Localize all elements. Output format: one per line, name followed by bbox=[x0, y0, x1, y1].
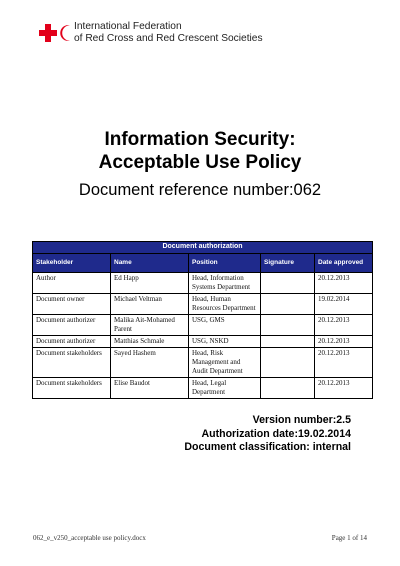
table-cell: USG, NSKD bbox=[189, 336, 261, 348]
table-row bbox=[33, 336, 373, 348]
table-row bbox=[33, 273, 373, 294]
table-cell bbox=[261, 336, 315, 348]
table-cell: Head, Information Systems Department bbox=[189, 273, 261, 294]
table-cell: Document stakeholders bbox=[33, 378, 111, 399]
table-body bbox=[33, 273, 373, 399]
table-caption: Document authorization bbox=[33, 242, 373, 254]
document-classification: Document classification: internal bbox=[184, 441, 351, 453]
title-line-1: Information Security: bbox=[104, 129, 296, 150]
table-cell: 19.02.2014 bbox=[315, 294, 373, 315]
table-cell: Head, Legal Department bbox=[189, 378, 261, 399]
footer-filename: 062_e_v250_acceptable use policy.docx bbox=[33, 534, 146, 542]
table-cell: USG, GMS bbox=[189, 315, 261, 336]
table-cell: Document stakeholders bbox=[33, 348, 111, 378]
table-cell: Sayed Hashem bbox=[111, 348, 189, 378]
table-cell bbox=[261, 378, 315, 399]
authorization-table bbox=[32, 241, 373, 399]
org-line-1: International Federation bbox=[74, 21, 182, 32]
title-line-2: Acceptable Use Policy bbox=[98, 152, 302, 173]
table-cell: Head, Human Resources Department bbox=[189, 294, 261, 315]
table-cell: Elise Baudot bbox=[111, 378, 189, 399]
red-cross-crescent-icon bbox=[39, 23, 73, 43]
column-header: Date approved bbox=[315, 254, 373, 273]
table-cell: Malika Ait-Mohamed Parent bbox=[111, 315, 189, 336]
table-row bbox=[33, 348, 373, 378]
table-cell: Author bbox=[33, 273, 111, 294]
table-cell bbox=[261, 294, 315, 315]
org-line-2: of Red Cross and Red Crescent Societies bbox=[74, 32, 263, 44]
table-cell: Head, Risk Management and Audit Department bbox=[189, 348, 261, 378]
organization-name bbox=[74, 21, 263, 44]
table-cell: 20.12.2013 bbox=[315, 378, 373, 399]
footer-page-number: Page 1 of 14 bbox=[331, 534, 367, 542]
table-cell: Matthias Schmale bbox=[111, 336, 189, 348]
table-cell: Document authorizer bbox=[33, 336, 111, 348]
table-cell bbox=[261, 273, 315, 294]
column-header: Position bbox=[189, 254, 261, 273]
table-row bbox=[33, 378, 373, 399]
document-title bbox=[0, 128, 400, 174]
table-cell bbox=[261, 315, 315, 336]
table-cell bbox=[261, 348, 315, 378]
authorization-date: Authorization date:19.02.2014 bbox=[201, 427, 351, 440]
table-cell: Document authorizer bbox=[33, 315, 111, 336]
table-cell: Michael Veltman bbox=[111, 294, 189, 315]
table-header-row bbox=[33, 254, 373, 273]
document-metadata bbox=[184, 414, 351, 455]
table-row bbox=[33, 315, 373, 336]
table-cell: 20.12.2013 bbox=[315, 336, 373, 348]
column-header: Signature bbox=[261, 254, 315, 273]
column-header: Stakeholder bbox=[33, 254, 111, 273]
version-number: Version number:2.5 bbox=[252, 414, 351, 426]
document-reference: Document reference number:062 bbox=[78, 181, 322, 199]
table-row bbox=[33, 294, 373, 315]
table-cell: Document owner bbox=[33, 294, 111, 315]
table-cell: Ed Happ bbox=[111, 273, 189, 294]
column-header: Name bbox=[111, 254, 189, 273]
table-cell: 20.12.2013 bbox=[315, 273, 373, 294]
table-cell: 20.12.2013 bbox=[315, 348, 373, 378]
table-cell: 20.12.2013 bbox=[315, 315, 373, 336]
